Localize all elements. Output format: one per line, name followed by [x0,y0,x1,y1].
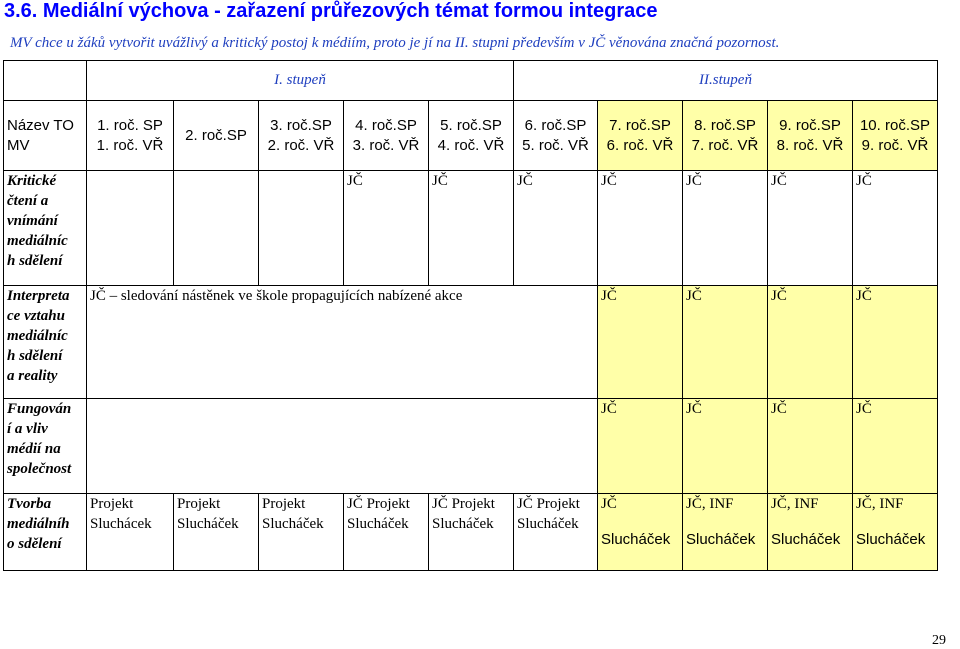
row-cell: JČ [683,171,768,286]
row-label-line: h sdělení [7,348,63,364]
grade-header [853,101,938,171]
row-label-line: vnímání [7,213,58,229]
row-label-line: Interpreta [7,288,70,304]
row-cell [598,494,683,571]
row-cell: JČ [853,399,938,494]
cell-line: Slucháček [262,516,324,532]
row-label-line: h sdělení [7,253,63,269]
cell-line: Slucháček [771,531,841,548]
row-label-line: mediálníc [7,233,68,249]
grade-header [514,101,598,171]
row-cell [87,494,174,571]
row-cell: JČ [598,171,683,286]
row-cell: JČ [598,399,683,494]
row-cell: JČ [853,286,938,399]
row-label [4,171,87,286]
grade-header [259,101,344,171]
cell-line: JČ Projekt [347,496,410,512]
row-interpretation [4,286,938,399]
grade-vr: 5. roč. VŘ [522,136,589,154]
grade-header-row [4,101,938,171]
grade-sp: 8. roč.SP [694,116,756,134]
row-cell [259,171,344,286]
row-cell: JČ [683,286,768,399]
row-empty-cell [87,399,598,494]
cell-line: JČ [601,496,617,512]
cell-line: JČ Projekt [432,496,495,512]
cell-line: Slucháček [686,531,756,548]
row-label-line: í a vliv [7,421,48,437]
row-cell: JČ [683,399,768,494]
cell-line: JČ Projekt [517,496,580,512]
cell-line: JČ, INF [686,496,734,512]
grade-vr: 6. roč. VŘ [606,136,674,154]
row-span-cell: JČ – sledování nástěnek ve škole propagujících nabízené akce [87,286,598,399]
row-cell [514,494,598,571]
stage-row [4,61,938,101]
row-cell: JČ [768,171,853,286]
grade-header [598,101,683,171]
row-cell [344,494,429,571]
row-cell [174,171,259,286]
row-label-line: Fungován [7,401,72,417]
row-label-line: a reality [7,368,58,384]
row-cell [768,494,853,571]
row-label [4,494,87,571]
grade-sp: 7. roč.SP [609,116,671,134]
grade-header [174,101,259,171]
grade-sp: 6. roč.SP [524,116,587,134]
topic-header [4,101,87,171]
row-cell: JČ [853,171,938,286]
stage-corner [4,61,87,101]
grade-sp: 9. roč.SP [779,116,841,134]
row-label-line: mediálníh [7,516,70,532]
stage-second: II.stupeň [514,61,938,101]
row-critical-reading [4,171,938,286]
grade-vr: 4. roč. VŘ [437,136,505,154]
row-media-function [4,399,938,494]
cell-line: JČ, INF [771,496,819,512]
grade-vr: 3. roč. VŘ [352,136,420,154]
cell-line: JČ, INF [856,496,904,512]
row-cell: JČ [768,399,853,494]
cell-line: Slucháček [177,516,239,532]
grade-sp: 2. roč.SP [185,126,247,144]
row-cell: JČ [598,286,683,399]
grade-header [344,101,429,171]
row-cell [683,494,768,571]
grade-sp: 3. roč.SP [270,116,332,134]
cell-line: Slucháček [856,531,926,548]
grade-header [683,101,768,171]
grade-vr: 9. roč. VŘ [861,136,929,154]
row-cell: JČ [514,171,598,286]
cell-line: Sluchácek [90,516,152,532]
row-label-line: médií na [7,441,61,457]
cell-line: Slucháček [601,531,671,548]
row-label-line: Kritické [7,173,57,189]
grade-header [768,101,853,171]
row-cell [259,494,344,571]
topic-header-line: MV [7,136,30,154]
row-media-creation [4,494,938,571]
grade-sp: 5. roč.SP [440,116,502,134]
grade-vr: 7. roč. VŘ [691,136,759,154]
row-label-line: mediálníc [7,328,68,344]
row-label [4,399,87,494]
row-label [4,286,87,399]
row-cell [429,494,514,571]
row-cell [87,171,174,286]
cell-line: Slucháček [432,516,494,532]
integration-table [3,60,938,571]
grade-vr: 1. roč. VŘ [96,136,164,154]
cell-line: Slucháček [517,516,579,532]
row-cell: JČ [429,171,514,286]
cell-line: Projekt [262,496,306,512]
grade-sp: 4. roč.SP [355,116,417,134]
cell-line: Projekt [90,496,134,512]
grade-header [429,101,514,171]
row-cell [174,494,259,571]
topic-header-line: Název TO [7,116,74,134]
page-number: 29 [932,633,946,648]
stage-first: I. stupeň [87,61,514,101]
row-cell: JČ [768,286,853,399]
grade-vr: 2. roč. VŘ [267,136,335,154]
row-cell [853,494,938,571]
grade-sp: 10. roč.SP [859,116,931,134]
row-label-line: společnost [7,461,72,477]
row-label-line: ce vztahu [7,308,65,324]
grade-header [87,101,174,171]
section-heading: 3.6. Mediální výchova - zařazení průřezových témat formou integrace [4,0,658,22]
row-label-line: čtení a [7,193,49,209]
row-cell: JČ [344,171,429,286]
intro-text: MV chce u žáků vytvořit uvážlivý a kritický postoj k médiím, proto je jí na II. stupni především v JČ věnována značná pozornost. [10,35,780,51]
grade-vr: 8. roč. VŘ [776,136,844,154]
row-label-line: o sdělení [7,536,62,552]
grade-sp: 1. roč. SP [97,116,163,134]
cell-line: Slucháček [347,516,409,532]
row-label-line: Tvorba [7,496,52,512]
cell-line: Projekt [177,496,221,512]
